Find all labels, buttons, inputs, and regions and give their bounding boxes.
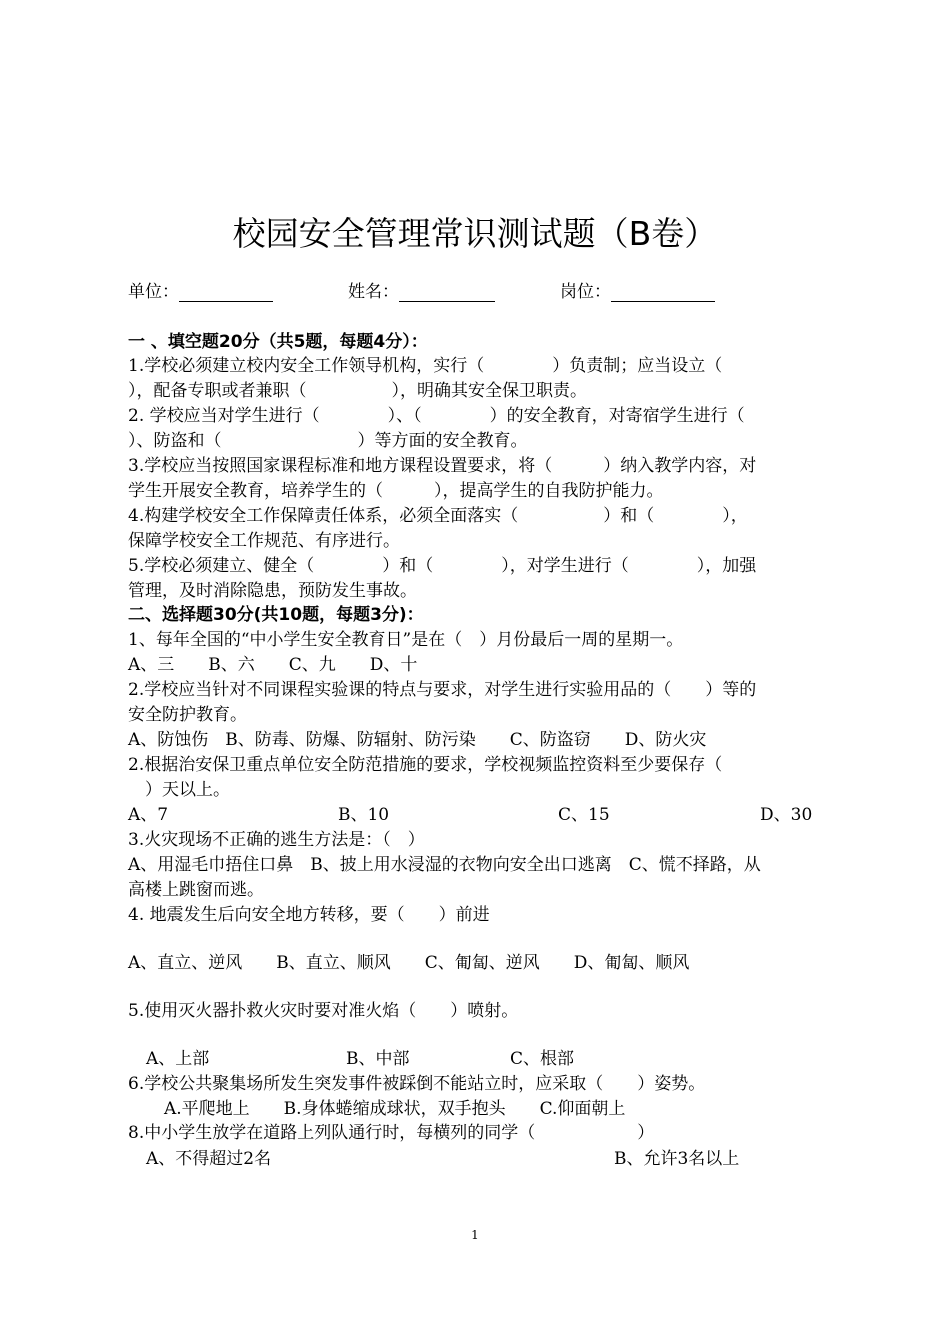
options-text: A、用湿毛巾捂住口鼻 B、披上用水浸湿的衣物向安全出口逃离 C、慌不择路，从 [128,855,761,875]
question-text: 保障学校安全工作规范、有序进行。 [128,531,400,551]
post-blank[interactable] [611,283,715,302]
question-text: 安全防护教育。 [128,705,247,725]
question-text: 5.学校必须建立、健全（ ）和（ ），对学生进行（ ），加强 [128,556,757,576]
option-d: D、30 [760,805,813,825]
question-text: 5.使用灭火器扑救火灾时要对准火焰（ ）喷射。 [128,1001,519,1021]
question-text: ）、防盗和（ ）等方面的安全教育。 [128,431,528,451]
options-text: A.平爬地上 B.身体蜷缩成球状，双手抱头 C.仰面朝上 [164,1099,626,1119]
name-label: 姓名： [348,282,399,302]
question-text: 6.学校公共聚集场所发生突发事件被踩倒不能站立时，应采取（ ）姿势。 [128,1074,706,1094]
option-b: B、中部 [346,1049,410,1069]
question-text: 8.中小学生放学在道路上列队通行时，每横列的同学（ ） [128,1123,655,1143]
options-text: 高楼上跳窗而逃。 [128,880,264,900]
unit-field [128,282,273,302]
page-title: 校园安全管理常识测试题（B卷） [232,214,718,253]
options-text: A、防蚀伤 B、防毒、防爆、防辐射、防污染 C、防盗窃 D、防火灾 [128,730,707,750]
post-label: 岗位： [560,282,611,302]
question-text: 学生开展安全教育，培养学生的（ ），提高学生的自我防护能力。 [128,481,664,501]
unit-label: 单位： [128,282,179,302]
question-text: 管理，及时消除隐患，预防发生事故。 [128,581,417,601]
section-choice-heading: 二、选择题30分(共10题，每题3分)： [128,605,424,625]
option-b: B、10 [338,805,390,825]
question-text: 3.学校应当按照国家课程标准和地方课程设置要求，将（ ）纳入教学内容，对 [128,456,757,476]
question-text: 1、每年全国的“中小学生安全教育日”是在（ ）月份最后一周的星期一。 [128,630,684,650]
question-text: 2.学校应当针对不同课程实验课的特点与要求，对学生进行实验用品的（ ）等的 [128,680,757,700]
option-a: A、上部 [146,1049,210,1069]
option-c: C、根部 [510,1049,575,1069]
question-text: 2.根据治安保卫重点单位安全防范措施的要求，学校视频监控资料至少要保存（ [128,755,723,775]
name-blank[interactable] [399,283,495,302]
option-c: C、15 [558,805,610,825]
section-fill-in-heading: 一 、填空题20分（共5题，每题4分）： [128,332,428,352]
question-text: 4. 地震发生后向安全地方转移，要（ ）前进 [128,905,490,925]
question-text: 2. 学校应当对学生进行（ ）、（ ）的安全教育，对寄宿学生进行（ [128,406,745,426]
question-text: 1.学校必须建立校内安全工作领导机构，实行（ ）负责制；应当设立（ [128,356,723,376]
option-b: B、允许3名以上 [614,1149,740,1169]
unit-blank[interactable] [179,283,273,302]
option-a: A、不得超过2名 [146,1149,272,1169]
option-a: A、7 [128,805,169,825]
question-text: 3.火灾现场不正确的逃生方法是：（ ） [128,830,425,850]
post-field [560,282,715,302]
name-field [348,282,495,302]
options-text: A、三 B、六 C、九 D、十 [128,655,418,675]
options-text: A、直立、逆风 B、直立、顺风 C、匍匐、逆风 D、匍匐、顺风 [128,953,690,973]
page-number: 1 [471,1228,479,1242]
question-text: 4.构建学校安全工作保障责任体系，必须全面落实（ ）和（ ）， [128,506,748,526]
question-text: ）天以上。 [128,780,230,800]
question-text: ），配备专职或者兼职（ ），明确其安全保卫职责。 [128,381,587,401]
